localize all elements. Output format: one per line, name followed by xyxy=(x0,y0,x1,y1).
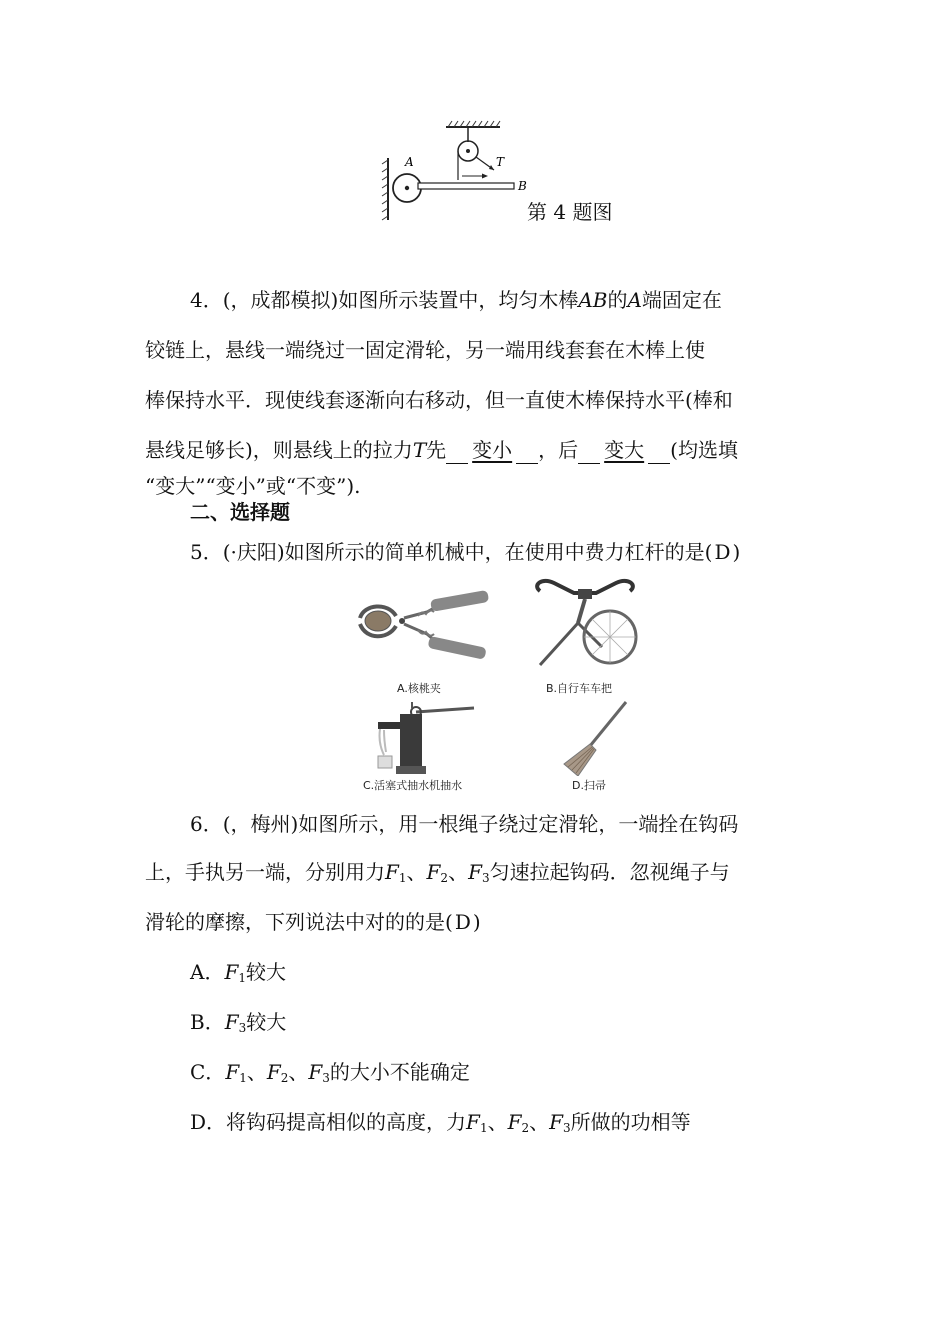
q4-a: A xyxy=(627,288,642,312)
label-t: T xyxy=(496,155,505,169)
q5-answer: D xyxy=(714,540,731,564)
q5-close: ) xyxy=(732,540,741,564)
f-symbol: F xyxy=(426,860,441,884)
q6-option-d xyxy=(190,1108,691,1142)
f-sub: 1 xyxy=(238,971,246,985)
q5-option-a: A.核桃夹 xyxy=(397,682,441,695)
q6-option-c xyxy=(190,1058,470,1092)
q4-source: (，成都模拟) xyxy=(222,288,339,312)
q5-option-b: B.自行车车把 xyxy=(546,682,613,695)
f-symbol: F xyxy=(308,1060,323,1084)
opt-text: 较大 xyxy=(246,1010,287,1034)
q4-end: 端固定在 xyxy=(641,288,722,312)
opt-label: A． xyxy=(190,960,225,984)
q6-l2-pre: 上，手执另一端，分别用力 xyxy=(145,860,385,884)
q6-l2-post: 匀速拉起钩码．忽视绳子与 xyxy=(489,860,730,884)
q4-line4 xyxy=(145,436,738,464)
sep: 、 xyxy=(246,1060,267,1084)
opt-label: C． xyxy=(190,1060,226,1084)
opt-text: 较大 xyxy=(245,960,286,984)
q4-line1 xyxy=(190,286,722,314)
q4-answer2: 变大 xyxy=(604,438,645,462)
f-sub: 3 xyxy=(481,871,490,885)
sep: 、 xyxy=(448,860,469,884)
q5-option-c: C.活塞式抽水机抽水 xyxy=(363,779,463,792)
f-symbol: F xyxy=(266,1060,281,1084)
f-sub: 1 xyxy=(239,1071,247,1085)
blank-left xyxy=(446,443,468,464)
q6-line1: 6．(，梅州)如图所示，用一根绳子绕过定滑轮，一端拴在钩码 xyxy=(190,812,739,836)
q5-option-d: D.扫帚 xyxy=(572,779,606,792)
sep: 、 xyxy=(529,1110,550,1134)
q4-answer1: 变小 xyxy=(472,438,513,462)
f-sub: 3 xyxy=(563,1121,571,1135)
q4-t: T xyxy=(412,438,427,462)
q4-l4-mid: ，后 xyxy=(538,438,579,462)
q4-l4-pre: 悬线足够长)，则悬线上的拉力 xyxy=(145,438,413,462)
broom-image xyxy=(560,700,630,776)
f-sub: 1 xyxy=(398,871,407,885)
q4-first: 先 xyxy=(426,438,447,462)
opt-pre: 将钩码提高相似的高度，力 xyxy=(226,1110,467,1134)
f-symbol: F xyxy=(225,1060,240,1084)
q4-number: 4． xyxy=(190,288,223,312)
sep: 、 xyxy=(406,860,427,884)
f-symbol: F xyxy=(224,960,239,984)
q6-line3 xyxy=(145,908,481,936)
f-sub: 2 xyxy=(521,1121,530,1135)
opt-post: 所做的功相等 xyxy=(570,1110,691,1134)
q6-line2 xyxy=(145,858,730,892)
f-symbol: F xyxy=(549,1110,563,1134)
q6-option-b xyxy=(190,1008,286,1042)
f-sub: 3 xyxy=(238,1021,247,1035)
lever-pulley-figure xyxy=(378,118,538,226)
sep: 、 xyxy=(288,1060,309,1084)
label-a: A xyxy=(405,155,414,169)
q4-l4-end: (均选填 xyxy=(670,438,738,462)
f-symbol: F xyxy=(385,860,399,884)
nutcracker-image xyxy=(352,588,492,670)
label-b: B xyxy=(518,179,527,193)
f-sub: 1 xyxy=(479,1121,488,1135)
blank-left xyxy=(578,443,600,464)
blank-right xyxy=(516,443,538,464)
q4-line5: “变大”“变小”或“不变”). xyxy=(145,474,361,498)
f-symbol: F xyxy=(507,1110,522,1134)
f-symbol: F xyxy=(224,1010,239,1034)
figure4-caption: 第 4 题图 xyxy=(527,200,613,224)
q6-answer: D xyxy=(454,910,471,934)
bicycle-handlebar-image xyxy=(530,575,640,673)
f-sub: 2 xyxy=(280,1071,289,1085)
q4-text: 如图所示装置中，均匀木棒 xyxy=(338,288,579,312)
opt-label: D． xyxy=(190,1110,227,1134)
f-sub: 2 xyxy=(440,871,449,885)
q6-l3-pre: 滑轮的摩擦，下列说法中对的的是( xyxy=(145,910,453,934)
q4-ab: AB xyxy=(578,288,608,312)
opt-text: 的大小不能确定 xyxy=(329,1060,470,1084)
water-pump-image xyxy=(370,700,475,776)
q5-line xyxy=(190,538,740,566)
blank-right xyxy=(648,443,670,464)
f-symbol: F xyxy=(466,1110,480,1134)
q5-text: 5．(·庆阳)如图所示的简单机械中，在使用中费力杠杆的是( xyxy=(190,540,713,564)
section-title: 二、选择题 xyxy=(190,500,290,524)
f-symbol: F xyxy=(468,860,482,884)
q4-line3: 棒保持水平．现使线套逐渐向右移动，但一直使木棒保持水平(棒和 xyxy=(145,388,733,412)
opt-label: B． xyxy=(190,1010,225,1034)
q6-close: ) xyxy=(472,910,481,934)
q4-line2: 铰链上，悬线一端绕过一固定滑轮，另一端用线套套在木棒上使 xyxy=(145,338,705,362)
q6-option-a xyxy=(190,958,286,992)
q4-mid: 的 xyxy=(607,288,628,312)
f-sub: 3 xyxy=(322,1071,330,1085)
sep: 、 xyxy=(487,1110,508,1134)
